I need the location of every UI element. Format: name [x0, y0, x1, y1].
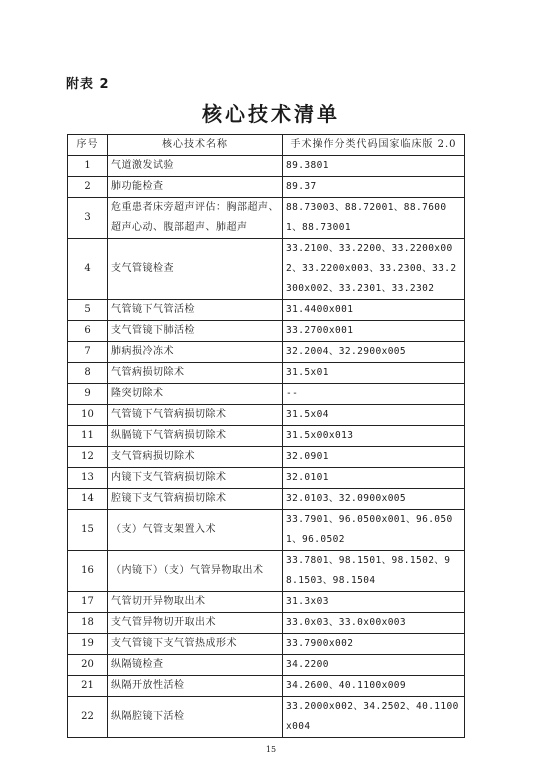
table-row: [68, 468, 465, 489]
row-procedure-code: 31.5x00x013: [283, 426, 465, 447]
row-seq: 14: [68, 489, 108, 510]
row-procedure-code: 33.7801、98.1501、98.1502、98.1503、98.1504: [283, 551, 465, 592]
table-row: [68, 426, 465, 447]
row-technology-name: 纵隔腔镜下活检: [108, 697, 283, 738]
row-seq: 1: [68, 156, 108, 177]
row-technology-name: 支气管病损切除术: [108, 447, 283, 468]
table-row: [68, 447, 465, 468]
row-seq: 17: [68, 592, 108, 613]
row-seq: 22: [68, 697, 108, 738]
row-procedure-code: 32.2004、32.2900x005: [283, 342, 465, 363]
row-technology-name: 腔镜下支气管病损切除术: [108, 489, 283, 510]
row-seq: 8: [68, 363, 108, 384]
row-procedure-code: 32.0901: [283, 447, 465, 468]
row-procedure-code: 31.5x04: [283, 405, 465, 426]
table-row: [68, 321, 465, 342]
table-header-row: [68, 135, 465, 156]
row-procedure-code: 33.2700x001: [283, 321, 465, 342]
row-technology-name: 内镜下支气管病损切除术: [108, 468, 283, 489]
row-procedure-code: 31.4400x001: [283, 300, 465, 321]
header-seq: 序号: [68, 135, 108, 156]
row-procedure-code: 33.7900x002: [283, 634, 465, 655]
row-seq: 10: [68, 405, 108, 426]
row-technology-name: 肺功能检查: [108, 177, 283, 198]
row-technology-name: 支气管镜下支气管热成形术: [108, 634, 283, 655]
row-technology-name: 支气管镜下肺活检: [108, 321, 283, 342]
annex-label: 附表 2: [66, 77, 110, 92]
row-technology-name: （内镜下）（支）气管异物取出术: [108, 551, 283, 592]
row-seq: 18: [68, 613, 108, 634]
row-technology-name: 纵隔镜检查: [108, 655, 283, 676]
row-technology-name: 隆突切除术: [108, 384, 283, 405]
table-row: [68, 156, 465, 177]
row-technology-name: 气道激发试验: [108, 156, 283, 177]
row-procedure-code: 34.2200: [283, 655, 465, 676]
page-number: 15: [265, 745, 277, 754]
header-technology-name: 核心技术名称: [108, 135, 283, 156]
row-technology-name: 危重患者床旁超声评估：胸部超声、超声心动、腹部超声、肺超声: [108, 198, 283, 239]
row-technology-name: 气管镜下气管病损切除术: [108, 405, 283, 426]
table-row: [68, 384, 465, 405]
table-row: [68, 676, 465, 697]
table-row: [68, 592, 465, 613]
row-technology-name: 气管切开异物取出术: [108, 592, 283, 613]
row-procedure-code: 34.2600、40.1100x009: [283, 676, 465, 697]
row-seq: 2: [68, 177, 108, 198]
row-procedure-code: 33.2000x002、34.2502、40.1100x004: [283, 697, 465, 738]
row-procedure-code: 33.2100、33.2200、33.2200x002、33.2200x003、33.2300、33.2300x002、33.2301、33.2302: [283, 239, 465, 300]
row-seq: 13: [68, 468, 108, 489]
row-technology-name: 纵膈镜下气管病损切除术: [108, 426, 283, 447]
row-technology-name: 支气管异物切开取出术: [108, 613, 283, 634]
row-seq: 15: [68, 510, 108, 551]
row-seq: 5: [68, 300, 108, 321]
table-row: [68, 198, 465, 239]
table-row: [68, 300, 465, 321]
table-row: [68, 551, 465, 592]
row-technology-name: 气管镜下气管活检: [108, 300, 283, 321]
row-seq: 9: [68, 384, 108, 405]
row-technology-name: 肺病损冷冻术: [108, 342, 283, 363]
table-row: [68, 655, 465, 676]
row-procedure-code: 88.73003、88.72001、88.76001、88.73001: [283, 198, 465, 239]
row-procedure-code: 33.7901、96.0500x001、96.0501、96.0502: [283, 510, 465, 551]
table-body: [68, 156, 465, 738]
row-procedure-code: 89.37: [283, 177, 465, 198]
row-seq: 20: [68, 655, 108, 676]
row-technology-name: 气管病损切除术: [108, 363, 283, 384]
table-row: [68, 405, 465, 426]
document-title: 核心技术清单: [202, 102, 340, 126]
table-row: [68, 342, 465, 363]
row-procedure-code: 32.0103、32.0900x005: [283, 489, 465, 510]
header-procedure-code: 手术操作分类代码国家临床版 2.0: [283, 135, 465, 156]
row-seq: 4: [68, 239, 108, 300]
row-seq: 12: [68, 447, 108, 468]
row-procedure-code: --: [283, 384, 465, 405]
table-row: [68, 177, 465, 198]
row-procedure-code: 89.3801: [283, 156, 465, 177]
table-row: [68, 239, 465, 300]
row-procedure-code: 32.0101: [283, 468, 465, 489]
row-seq: 16: [68, 551, 108, 592]
row-procedure-code: 31.5x01: [283, 363, 465, 384]
row-technology-name: 支气管镜检查: [108, 239, 283, 300]
row-procedure-code: 31.3x03: [283, 592, 465, 613]
row-seq: 6: [68, 321, 108, 342]
row-seq: 19: [68, 634, 108, 655]
row-seq: 3: [68, 198, 108, 239]
row-seq: 11: [68, 426, 108, 447]
table-row: [68, 363, 465, 384]
table-row: [68, 489, 465, 510]
table-row: [68, 510, 465, 551]
core-technology-table: [67, 134, 465, 738]
row-procedure-code: 33.0x03、33.0x00x003: [283, 613, 465, 634]
row-seq: 21: [68, 676, 108, 697]
row-technology-name: 纵隔开放性活检: [108, 676, 283, 697]
table-row: [68, 697, 465, 738]
table-row: [68, 613, 465, 634]
row-technology-name: （支）气管支架置入术: [108, 510, 283, 551]
row-seq: 7: [68, 342, 108, 363]
table-row: [68, 634, 465, 655]
